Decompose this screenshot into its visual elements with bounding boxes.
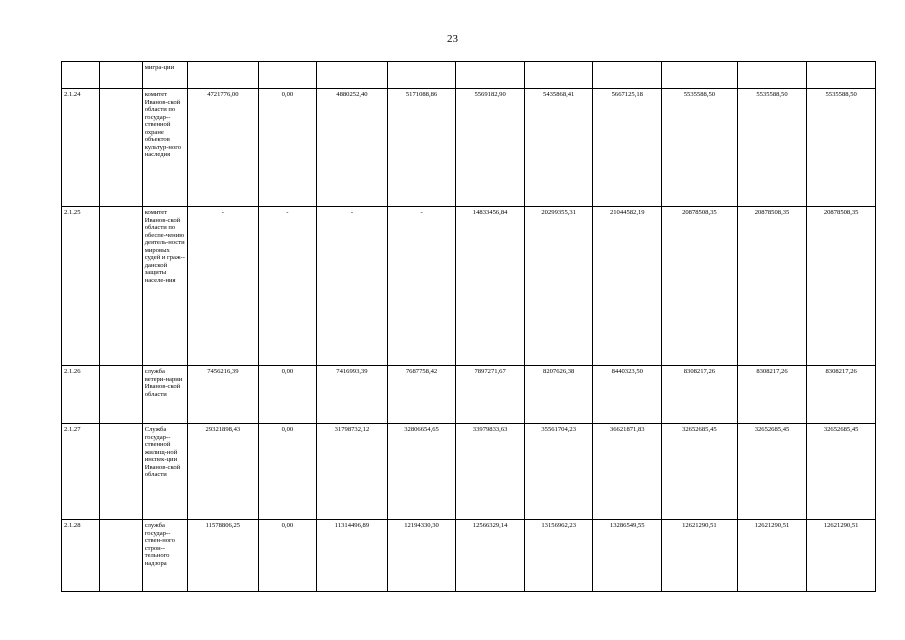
value-cell: 20878508,35 [807,207,876,366]
value-cell [258,62,317,89]
empty-cell [100,62,142,89]
value-cell: 0,00 [258,89,317,207]
row-name: служба государ-ствен-ного строи-тельного надзора [142,520,187,592]
value-cell: 20878508,35 [662,207,738,366]
value-cell: 12566329,14 [456,520,525,592]
value-cell: 4880252,40 [317,89,388,207]
value-cell: 7897271,67 [456,366,525,424]
value-cell: 36621871,83 [593,424,662,520]
table-row [62,366,876,424]
value-cell [317,62,388,89]
table-row [62,424,876,520]
row-name: мигра-ции [142,62,187,89]
value-cell: 8308217,26 [807,366,876,424]
row-name: служба ветери-нарии Иванов-ской области [142,366,187,424]
value-cell [387,62,456,89]
value-cell: 33979833,63 [456,424,525,520]
table-row [62,207,876,366]
row-code [62,62,100,89]
row-code: 2.1.26 [62,366,100,424]
value-cell: 35561704,23 [524,424,593,520]
empty-cell [100,424,142,520]
value-cell: 7416993,39 [317,366,388,424]
value-cell: 32652685,45 [737,424,807,520]
value-cell [524,62,593,89]
value-cell [737,62,807,89]
value-cell: 21044582,19 [593,207,662,366]
value-cell: 29321898,43 [188,424,259,520]
empty-cell [100,207,142,366]
value-cell: 7456216,39 [188,366,259,424]
value-cell: 8440323,50 [593,366,662,424]
value-cell: 20299355,31 [524,207,593,366]
value-cell: 7687758,42 [387,366,456,424]
value-cell: - [317,207,388,366]
row-code: 2.1.24 [62,89,100,207]
value-cell [593,62,662,89]
empty-cell [100,520,142,592]
value-cell: 5435868,41 [524,89,593,207]
value-cell: 5171088,86 [387,89,456,207]
value-cell: 11578806,25 [188,520,259,592]
value-cell: 14833456,84 [456,207,525,366]
value-cell: 32652685,45 [662,424,738,520]
value-cell: 32652685,45 [807,424,876,520]
row-name: комитет Иванов-ской области по обеспе-чению деятель-ности мировых судей и граж-данской защиты населе-ния [142,207,187,366]
row-code: 2.1.28 [62,520,100,592]
budget-table [61,61,876,592]
value-cell: 5667125,18 [593,89,662,207]
page-number: 23 [447,33,458,45]
value-cell: 5569182,90 [456,89,525,207]
value-cell: 8207626,38 [524,366,593,424]
row-name: Служба государ-ственной жилищ-ной инспек-ции Иванов-ской области [142,424,187,520]
value-cell: 31798732,12 [317,424,388,520]
row-code: 2.1.25 [62,207,100,366]
value-cell: 8308217,26 [737,366,807,424]
table-row [62,520,876,592]
value-cell: 5535588,50 [662,89,738,207]
value-cell [662,62,738,89]
value-cell [188,62,259,89]
value-cell: - [258,207,317,366]
table-row [62,62,876,89]
value-cell: 12621290,51 [807,520,876,592]
value-cell: 13286549,55 [593,520,662,592]
value-cell [807,62,876,89]
table-row [62,89,876,207]
value-cell: - [387,207,456,366]
value-cell [456,62,525,89]
value-cell: 4721776,00 [188,89,259,207]
value-cell: 12194330,30 [387,520,456,592]
value-cell: 11314496,89 [317,520,388,592]
empty-cell [100,89,142,207]
value-cell: 0,00 [258,424,317,520]
empty-cell [100,366,142,424]
value-cell: 0,00 [258,520,317,592]
row-code: 2.1.27 [62,424,100,520]
value-cell: 20878508,35 [737,207,807,366]
value-cell: 12621290,51 [737,520,807,592]
value-cell: 32806654,65 [387,424,456,520]
value-cell: 13156962,23 [524,520,593,592]
row-name: комитет Иванов-ской области по государ-ственной охране объектов культур-ного наследия [142,89,187,207]
value-cell: 0,00 [258,366,317,424]
value-cell: 12621290,51 [662,520,738,592]
value-cell: - [188,207,259,366]
value-cell: 5535588,50 [737,89,807,207]
value-cell: 5535588,50 [807,89,876,207]
value-cell: 8308217,26 [662,366,738,424]
